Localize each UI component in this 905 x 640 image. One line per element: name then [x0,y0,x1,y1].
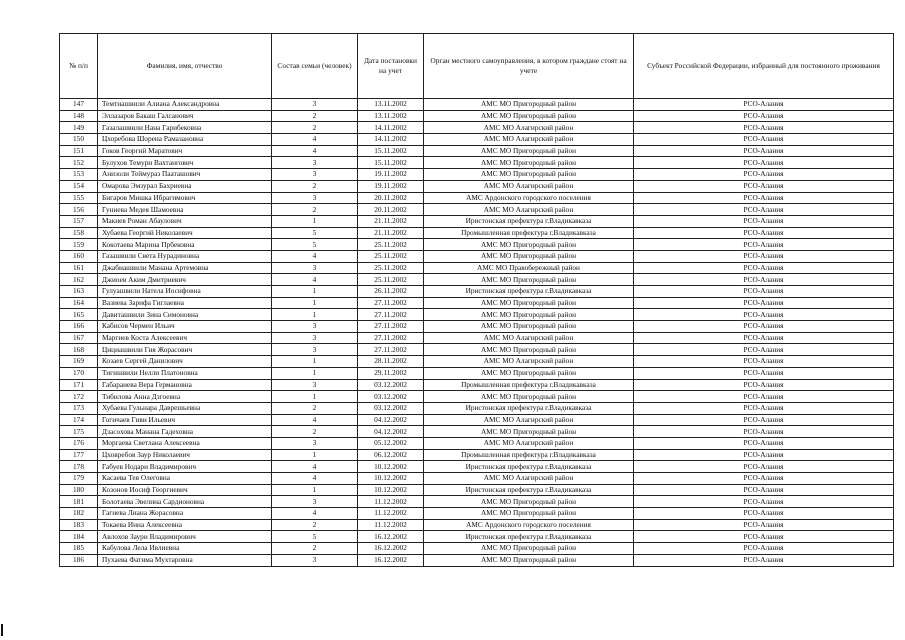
cell-date: 20.11.2002 [358,204,424,216]
table-row [60,426,894,438]
cell-subject: РСО-Алания [634,461,894,473]
cell-org: Промышленная префектура г.Владикавказа [424,227,634,239]
cell-num: 153 [60,169,98,181]
header-num: № п/п [60,34,98,99]
table-row [60,239,894,251]
cell-subject: РСО-Алания [634,402,894,414]
cell-org: Иристонская префектура г.Владикавказа [424,531,634,543]
cell-family: 1 [272,286,358,298]
cell-org: АМС МО Пригородный район [424,367,634,379]
cell-family: 4 [272,508,358,520]
cell-family: 3 [272,344,358,356]
cell-num: 181 [60,496,98,508]
table-header-row [60,34,894,99]
cell-family: 2 [272,543,358,555]
header-family: Состав семьи (человек) [272,34,358,99]
cell-subject: РСО-Алания [634,367,894,379]
cell-family: 3 [272,554,358,566]
cell-subject: РСО-Алания [634,215,894,227]
cell-date: 15.11.2002 [358,157,424,169]
cell-subject: РСО-Алания [634,473,894,485]
cell-date: 25.11.2002 [358,239,424,251]
table-row [60,180,894,192]
cell-num: 160 [60,250,98,262]
cell-org: АМС МО Пригородный район [424,391,634,403]
cell-org: АМС МО Пригородный район [424,496,634,508]
cell-num: 180 [60,484,98,496]
cell-num: 147 [60,99,98,111]
cell-org: АМС МО Пригородный район [424,239,634,251]
cell-org: АМС МО Пригородный район [424,110,634,122]
table-row [60,110,894,122]
cell-subject: РСО-Алания [634,145,894,157]
cell-org: АМС МО Пригородный район [424,543,634,555]
cell-name: Авлохов Заури Владимирович [98,531,272,543]
cell-date: 26.11.2002 [358,286,424,298]
cell-num: 148 [60,110,98,122]
cell-num: 169 [60,356,98,368]
cell-subject: РСО-Алания [634,437,894,449]
cell-name: Касаева Тея Олеговна [98,473,272,485]
cell-name: Токаева Инна Алексеевна [98,519,272,531]
cell-org: Промышленная префектура г.Владикавказа [424,449,634,461]
cell-num: 182 [60,508,98,520]
table-row [60,554,894,566]
cell-family: 1 [272,297,358,309]
cell-date: 21.11.2002 [358,215,424,227]
cell-name: Омарова Эмзурал Бахриевна [98,180,272,192]
cell-subject: РСО-Алания [634,134,894,146]
cell-family: 1 [272,484,358,496]
cell-subject: РСО-Алания [634,227,894,239]
cell-date: 16.12.2002 [358,543,424,555]
table-row [60,519,894,531]
table-row [60,262,894,274]
cell-family: 3 [272,262,358,274]
cell-name: Гогичаев Гиви Ильевич [98,414,272,426]
table-row [60,414,894,426]
table-row [60,169,894,181]
cell-name: Бигаров Мишка Ибрагимович [98,192,272,204]
cell-subject: РСО-Алания [634,157,894,169]
cell-org: Иристонская префектура г.Владикавказа [424,286,634,298]
cell-org: АМС МО Пригородный район [424,321,634,333]
cell-num: 177 [60,449,98,461]
cell-num: 170 [60,367,98,379]
cell-num: 149 [60,122,98,134]
cell-family: 1 [272,309,358,321]
cell-org: АМС МО Алагирский район [424,180,634,192]
cell-name: Габуев Нодари Владимирович [98,461,272,473]
cell-org: АМС МО Пригородный район [424,145,634,157]
cell-subject: РСО-Алания [634,508,894,520]
cell-date: 05.12.2002 [358,437,424,449]
table-row [60,204,894,216]
cell-family: 5 [272,227,358,239]
cell-name: Козаев Сергей Данилович [98,356,272,368]
cell-org: АМС МО Пригородный район [424,344,634,356]
table-row [60,145,894,157]
cell-num: 186 [60,554,98,566]
cell-org: АМС МО Алагирский район [424,204,634,216]
cell-org: Иристонская префектура г.Владикавказа [424,461,634,473]
cell-num: 174 [60,414,98,426]
cell-name: Анизоли Теймураз Пааташович [98,169,272,181]
cell-subject: РСО-Алания [634,297,894,309]
cell-name: Джиоев Аким Дмитриевич [98,274,272,286]
cell-subject: РСО-Алания [634,192,894,204]
cell-subject: РСО-Алания [634,274,894,286]
cell-org: АМС Ардонского городского поселения [424,192,634,204]
cell-org: АМС МО Алагирский район [424,134,634,146]
cell-family: 1 [272,449,358,461]
cell-num: 179 [60,473,98,485]
cell-date: 14.11.2002 [358,122,424,134]
cell-num: 150 [60,134,98,146]
cell-date: 27.11.2002 [358,297,424,309]
cell-family: 4 [272,473,358,485]
cell-family: 3 [272,379,358,391]
cell-date: 27.11.2002 [358,344,424,356]
cell-name: Цициашвили Гия Жорасович [98,344,272,356]
cell-subject: РСО-Алания [634,239,894,251]
cell-name: Дзасохова Манана Гадеховна [98,426,272,438]
cell-name: Темтиашвили Алиана Александровна [98,99,272,111]
cell-date: 27.11.2002 [358,309,424,321]
cell-family: 2 [272,204,358,216]
cell-subject: РСО-Алания [634,531,894,543]
cell-org: АМС МО Алагирский район [424,122,634,134]
cell-num: 155 [60,192,98,204]
cell-date: 10.12.2002 [358,461,424,473]
table-row [60,402,894,414]
cell-num: 163 [60,286,98,298]
table-row [60,391,894,403]
cell-date: 11.12.2002 [358,508,424,520]
cell-family: 3 [272,496,358,508]
table-row [60,484,894,496]
cell-num: 168 [60,344,98,356]
cell-date: 25.11.2002 [358,250,424,262]
table-row [60,286,894,298]
cell-name: Болотаева Эвелина Сардионовна [98,496,272,508]
cell-date: 29.11.2002 [358,367,424,379]
cell-org: АМС МО Пригородный район [424,274,634,286]
cell-family: 5 [272,531,358,543]
cell-num: 173 [60,402,98,414]
table-row [60,356,894,368]
cell-name: Цховребов Заур Николаевич [98,449,272,461]
cell-date: 13.11.2002 [358,99,424,111]
cell-name: Тибилова Анна Дзгоевна [98,391,272,403]
cell-org: АМС МО Пригородный район [424,309,634,321]
cell-num: 164 [60,297,98,309]
cell-name: Газашвили Света Нурадиновна [98,250,272,262]
cell-org: АМС МО Пригородный район [424,508,634,520]
cell-date: 03.12.2002 [358,379,424,391]
cell-family: 4 [272,250,358,262]
cell-name: Гагиева Лиана Жорасовна [98,508,272,520]
cell-subject: РСО-Алания [634,449,894,461]
cell-num: 161 [60,262,98,274]
cell-family: 1 [272,215,358,227]
cell-subject: РСО-Алания [634,519,894,531]
table-row [60,461,894,473]
cell-name: Эллазаров Бакаш Галсанович [98,110,272,122]
cell-name: Булухов Темури Вахтангович [98,157,272,169]
cell-subject: РСО-Алания [634,169,894,181]
cell-subject: РСО-Алания [634,391,894,403]
cell-org: Промышленная префектура г.Владикавказа [424,379,634,391]
cell-date: 10.12.2002 [358,484,424,496]
header-org: Орган местного самоуправления, в котором граждане стоят на учете [424,34,634,99]
cell-date: 27.11.2002 [358,321,424,333]
cell-subject: РСО-Алания [634,356,894,368]
cell-family: 1 [272,356,358,368]
cell-family: 3 [272,437,358,449]
cell-date: 13.11.2002 [358,110,424,122]
cell-org: АМС МО Пригородный район [424,250,634,262]
table-row [60,543,894,555]
cell-org: Иристонская префектура г.Владикавказа [424,484,634,496]
cell-num: 183 [60,519,98,531]
table-row [60,367,894,379]
cell-date: 03.12.2002 [358,402,424,414]
cell-date: 11.12.2002 [358,496,424,508]
cell-family: 2 [272,122,358,134]
cell-subject: РСО-Алания [634,110,894,122]
cell-org: АМС МО Алагирский район [424,356,634,368]
cell-num: 175 [60,426,98,438]
cell-org: АМС МО Алагирский район [424,414,634,426]
cell-family: 1 [272,391,358,403]
cell-num: 158 [60,227,98,239]
cell-family: 2 [272,110,358,122]
cell-name: Гулуашвили Натела Иосифовна [98,286,272,298]
table-body [60,99,894,567]
cell-name: Кабисов Чермен Ильич [98,321,272,333]
cell-subject: РСО-Алания [634,122,894,134]
cell-date: 16.12.2002 [358,531,424,543]
cell-org: Иристонская префектура г.Владикавказа [424,215,634,227]
cell-subject: РСО-Алания [634,99,894,111]
cell-date: 27.11.2002 [358,332,424,344]
cell-num: 154 [60,180,98,192]
cell-subject: РСО-Алания [634,321,894,333]
cell-family: 2 [272,426,358,438]
table-row [60,227,894,239]
cell-org: АМС МО Пригородный район [424,426,634,438]
table-row [60,496,894,508]
cell-date: 10.12.2002 [358,473,424,485]
cell-num: 178 [60,461,98,473]
page-edge-mark [1,624,3,636]
cell-num: 171 [60,379,98,391]
cell-org: АМС МО Пригородный район [424,99,634,111]
cell-name: Тигишвили Нелли Платоновна [98,367,272,379]
cell-name: Гуниева Медея Шамоевна [98,204,272,216]
cell-family: 3 [272,321,358,333]
cell-org: АМС МО Пригородный район [424,157,634,169]
cell-family: 3 [272,99,358,111]
table-row [60,250,894,262]
header-name: Фамилия, имя, отчество [98,34,272,99]
cell-name: Давиташвили Зина Симоновна [98,309,272,321]
cell-name: Маргиев Коста Алексеевич [98,332,272,344]
cell-org: Иристонская префектура г.Владикавказа [424,402,634,414]
cell-date: 16.12.2002 [358,554,424,566]
cell-date: 06.12.2002 [358,449,424,461]
header-subject: Субъект Российской Федерации, избранный для постоянного проживания [634,34,894,99]
cell-org: АМС МО Правобережный район [424,262,634,274]
cell-family: 4 [272,461,358,473]
cell-family: 2 [272,180,358,192]
table-row [60,309,894,321]
cell-subject: РСО-Алания [634,496,894,508]
cell-date: 15.11.2002 [358,145,424,157]
cell-subject: РСО-Алания [634,204,894,216]
cell-subject: РСО-Алания [634,286,894,298]
cell-num: 152 [60,157,98,169]
cell-org: АМС МО Пригородный район [424,297,634,309]
cell-name: Хубаева Георгий Николаевич [98,227,272,239]
cell-num: 176 [60,437,98,449]
cell-name: Гоков Георгий Маратович [98,145,272,157]
cell-subject: РСО-Алания [634,554,894,566]
cell-name: Вазиева Зарифа Гиглаевна [98,297,272,309]
table-row [60,449,894,461]
cell-num: 156 [60,204,98,216]
cell-num: 157 [60,215,98,227]
table-row [60,379,894,391]
cell-date: 28.11.2002 [358,356,424,368]
cell-org: АМС МО Пригородный район [424,554,634,566]
table-row [60,99,894,111]
cell-family: 2 [272,519,358,531]
cell-subject: РСО-Алания [634,414,894,426]
table-row [60,332,894,344]
cell-name: Джабиашвили Манана Артемовна [98,262,272,274]
cell-name: Моргаева Светлана Алексеевна [98,437,272,449]
cell-org: АМС МО Алагирский район [424,473,634,485]
table-row [60,122,894,134]
registry-table-container [59,33,893,567]
cell-org: АМС МО Алагирский район [424,332,634,344]
table-row [60,134,894,146]
cell-num: 166 [60,321,98,333]
cell-family: 4 [272,414,358,426]
cell-name: Габараиева Вера Германовна [98,379,272,391]
cell-family: 3 [272,192,358,204]
cell-date: 11.12.2002 [358,519,424,531]
cell-family: 5 [272,239,358,251]
table-row [60,192,894,204]
table-row [60,344,894,356]
cell-num: 159 [60,239,98,251]
cell-date: 20.11.2002 [358,192,424,204]
cell-org: АМС МО Алагирский район [424,437,634,449]
table-row [60,321,894,333]
cell-subject: РСО-Алания [634,344,894,356]
cell-date: 03.12.2002 [358,391,424,403]
header-date: Дата постановки на учет [358,34,424,99]
cell-family: 3 [272,157,358,169]
cell-date: 25.11.2002 [358,262,424,274]
table-row [60,437,894,449]
cell-subject: РСО-Алания [634,426,894,438]
cell-subject: РСО-Алания [634,309,894,321]
cell-name: Газалашвили Нана Гарибековна [98,122,272,134]
cell-subject: РСО-Алания [634,484,894,496]
cell-org: АМС МО Пригородный район [424,169,634,181]
cell-date: 19.11.2002 [358,169,424,181]
cell-family: 4 [272,274,358,286]
cell-date: 14.11.2002 [358,134,424,146]
cell-name: Кабулова Лела Ивлиевна [98,543,272,555]
cell-name: Козонов Иосиф Георгиевич [98,484,272,496]
table-row [60,297,894,309]
cell-date: 04.12.2002 [358,414,424,426]
cell-num: 151 [60,145,98,157]
cell-family: 4 [272,134,358,146]
cell-subject: РСО-Алания [634,332,894,344]
table-row [60,274,894,286]
cell-family: 4 [272,145,358,157]
cell-name: Цхоребова Шорена Рамазановна [98,134,272,146]
cell-date: 21.11.2002 [358,227,424,239]
table-row [60,508,894,520]
table-row [60,215,894,227]
cell-num: 184 [60,531,98,543]
cell-family: 3 [272,169,358,181]
cell-num: 172 [60,391,98,403]
cell-subject: РСО-Алания [634,250,894,262]
cell-num: 162 [60,274,98,286]
cell-num: 165 [60,309,98,321]
cell-family: 3 [272,332,358,344]
cell-name: Пухаева Фатима Мухтаровна [98,554,272,566]
cell-num: 185 [60,543,98,555]
cell-name: Кокотаева Марина Прбековна [98,239,272,251]
cell-subject: РСО-Алания [634,262,894,274]
cell-date: 04.12.2002 [358,426,424,438]
cell-name: Макиев Роман Абаулович [98,215,272,227]
table-row [60,473,894,485]
cell-name: Хубаева Гульнара Даврешьевна [98,402,272,414]
cell-subject: РСО-Алания [634,379,894,391]
cell-subject: РСО-Алания [634,180,894,192]
table-row [60,157,894,169]
registry-table [59,33,894,567]
cell-org: АМС Ардонского городского поселения [424,519,634,531]
cell-subject: РСО-Алания [634,543,894,555]
cell-num: 167 [60,332,98,344]
cell-family: 2 [272,402,358,414]
cell-family: 1 [272,367,358,379]
cell-date: 25.11.2002 [358,274,424,286]
cell-date: 19.11.2002 [358,180,424,192]
table-row [60,531,894,543]
